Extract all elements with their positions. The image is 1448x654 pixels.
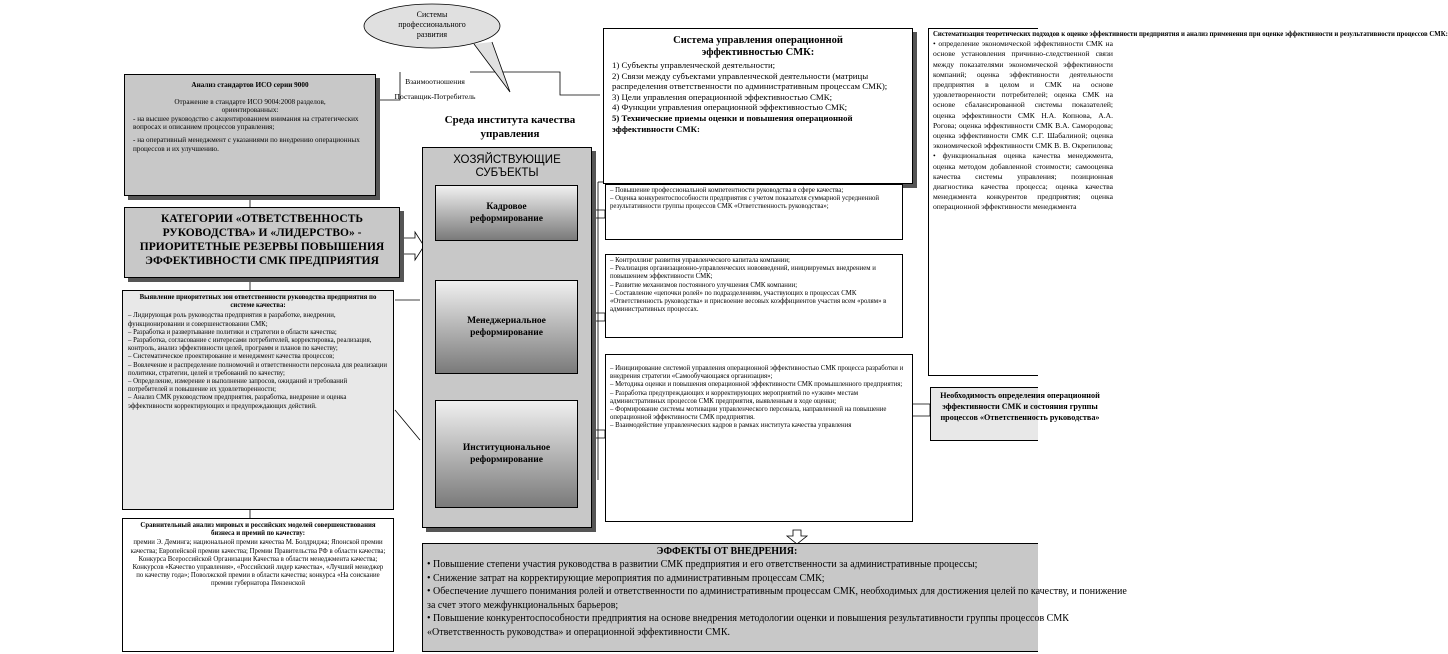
ops-title: Система управления операционной эффективностью СМК: xyxy=(673,35,843,58)
block-institutional-label: Институциональное реформирование xyxy=(462,443,551,465)
ops-item: 3) Цели управления операционной эффективностью СМК; xyxy=(612,91,833,102)
relation-label xyxy=(380,78,490,101)
block-institutional xyxy=(435,400,578,508)
technique-item: – Оценка конкурентоспособности предприятия с учетом показателя суммарной усредненной результативности группы процессов СМК «Ответственность руководства»; xyxy=(610,195,880,211)
relation-line1: Взаимоотношения xyxy=(405,77,465,86)
iso-item: - на оперативный менеджмент с указаниями по внедрению операционных процессов и их улучшению. xyxy=(133,135,360,153)
environment-title: Среда института качества управления xyxy=(444,114,576,140)
systematization-box xyxy=(928,28,1448,376)
technique-list-1-items xyxy=(610,187,898,212)
technique-item: – Развитие механизмов постоянного улучшения СМК компании; xyxy=(610,281,798,289)
priority-item: – Определение, измерение и выполнение запросов, ожиданий и требований потребителей и повышение их удовлетворенности; xyxy=(128,378,348,394)
iso-item: - на высшее руководство с акцентированием внимания на стратегических вопросах и описанием процессов управления; xyxy=(133,114,359,132)
priority-item: – Вовлечение и распределение полномочий и ответственности персонала для реализации политики, стратегии, целей и требований по качеству; xyxy=(128,361,387,377)
ops-item: 2) Связи между субъектами управленческой деятельности (матрицы распределения ответственности по административным процессам СМК); xyxy=(612,70,888,92)
iso-list xyxy=(133,115,367,153)
block-managerial-label: Менеджериальное реформирование xyxy=(467,316,546,338)
technique-item: – Составление «цепочки ролей» по подразделениям, участвующих в процессах СМК «Ответственность руководства» и присвоение весовых коэффициентов участия всем «ролям» в административных процессах. xyxy=(610,289,887,314)
technique-list-1 xyxy=(605,184,903,240)
block-personnel xyxy=(435,185,578,241)
priority-item: – Лидирующая роль руководства предприятия в разработке, внедрении, функционировании и совершенствовании СМК; xyxy=(128,312,336,328)
comparative-title: Сравнительный анализ мировых и российских моделей совершенствования бизнеса и премий по качеству: xyxy=(140,522,376,538)
effects-item: • Повышение конкурентоспособности предприятия на основе внедрения методологии оценки и повышения результативности группы процессов СМК «Ответственность руководства» и операционной эффективности СМК. xyxy=(427,613,1069,638)
effects-list xyxy=(427,558,1127,640)
ops-item: 5) Технические приемы оценки и повышения операционной эффективности СМК: xyxy=(612,112,853,134)
iso-analysis-box xyxy=(124,74,376,196)
technique-item: – Реализация организационно-управленческих нововведений, инициируемых внедрением и повышением эффективности СМК; xyxy=(610,265,876,281)
technique-list-3 xyxy=(605,354,913,522)
necessity-text: Необходимость определения операционной эффективности СМК и состояния группы процессов «Ответственность руководства» xyxy=(940,391,1100,422)
ops-list xyxy=(612,60,904,134)
priority-item: – Разработка, согласование с интересами потребителей, корректировка, реализация, контроль, анализ эффективности целей, программ и планов по качеству; xyxy=(128,337,372,353)
ops-item: 1) Субъекты управленческой деятельности; xyxy=(612,60,776,70)
technique-item: – Контроллинг развития управленческого капитала компании; xyxy=(610,257,790,264)
relation-line2: Поставщик-Потребитель xyxy=(394,91,476,101)
block-managerial xyxy=(435,280,578,374)
technique-item: – Инициирование системой управления операционной эффективностью СМК процесса разработки и внедрения стратегии «Самообучающаяся организация»; xyxy=(610,365,904,381)
systematization-item: • определение экономической эффективности СМК на основе установления причинно-следственной связи между показателями экономической эффективности компаний; оценка эффективности деятельности предприятия в целом и СМК на основе удовлетворенности потребителей; оценка СМК на основе сбалансированной системы показателей; оценка эффективности СМК Н.А. Копнова, А.А. Рогова; оценка эффективности СМК В.А. Самородова; оценка эффективности СМК С.Г. Шабалиной; оценка экономической эффективности СМК В. В. Окрепилова; xyxy=(933,39,1113,151)
effects-item: • Обеспечение лучшего понимания ролей и ответственности по административным процессам СМК, необходимых для достижения целей по качеству, и понижение за счет этого межфункциональных барьеров; xyxy=(427,586,1127,611)
priority-item: – Систематическое проектирование и менеджмент качества процессов; xyxy=(128,353,335,361)
technique-list-3-items xyxy=(610,365,908,431)
block-personnel-label: Кадровое реформирование xyxy=(470,202,543,224)
effects-item: • Повышение степени участия руководства в развитии СМК предприятия и его ответственности за административные процессы; xyxy=(427,559,978,570)
ops-system-box xyxy=(603,28,913,184)
technique-item: – Формирование системы мотивации управленческого персонала, направленной на повышение операционной эффективности СМК предприятия. xyxy=(610,406,887,422)
technique-item: – Взаимодействие управленческих кадров в рамках института качества управления xyxy=(610,422,852,430)
iso-title: Анализ стандартов ИСО серии 9000 xyxy=(191,81,309,89)
technique-item: – Повышение профессиональной компетентности руководства в сфере качества; xyxy=(610,187,844,194)
necessity-box xyxy=(930,387,1100,441)
comparative-text: премии Э. Деминга; национальной премии качества М. Болдриджа; Японской премии качества; Европейской премии качества; Премии Правительства РФ в области качества; Конкурса Всероссийской Организации Качества в области менеджмента качества; Конкурсов «Качество управления», «Российский лидер качества», «Лучший менеджер по качеству года»; Поволжской премии в области качества; конкурса «На соискание премии губернатора Пензенской xyxy=(130,539,386,588)
technique-item: – Разработка предупреждающих и корректирующих мероприятий по «узким» местам административных процессов СМК предприятия, выявленным в ходе оценки; xyxy=(610,389,859,405)
iso-subtitle: Отражение в стандарте ИСО 9004:2008 разделов, ориентированных: xyxy=(174,97,326,115)
systematization-title: Систематизация теоретических подходов к оценке эффективности предприятия и анализ применения при оценке эффективности и результативности процессов СМК: xyxy=(933,31,1448,38)
technique-list-2-items xyxy=(610,257,898,314)
effects-box xyxy=(422,543,1127,652)
subjects-title: ХОЗЯЙСТВУЮЩИЕ СУБЪЕКТЫ xyxy=(453,154,561,179)
systematization-item: • функциональная оценка качества менеджмента, оценка методом добавленной стоимости; самооценка качества системы управления; позиционная диагностика качества процесса; оценка качества менеджмента конкурентов предприятия; оценка операционной эффективности менеджмента xyxy=(933,151,1113,212)
categories-box xyxy=(124,207,400,278)
effects-title: ЭФФЕКТЫ ОТ ВНЕДРЕНИЯ: xyxy=(656,546,798,557)
systematization-list xyxy=(933,39,1113,212)
priority-item: – Разработка и развертывание политики и стратегии в области качества; xyxy=(128,328,337,336)
technique-item: – Методика оценки и повышения операционной эффективности СМК промышленного предприятия; xyxy=(610,381,903,389)
priority-title: Выявление приоритетных зон ответственности руководства предприятия по системе качества: xyxy=(139,294,377,310)
priority-zones-box xyxy=(122,290,394,510)
priority-list xyxy=(128,312,388,410)
effects-item: • Снижение затрат на корректирующие мероприятия по административным процессам СМК; xyxy=(427,572,825,584)
priority-item: – Анализ СМК руководством предприятия, разработка, внедрение и оценка эффективности корректирующих и предупреждающих действий. xyxy=(128,394,347,410)
categories-text: КАТЕГОРИИ «ОТВЕТСТВЕННОСТЬ РУКОВОДСТВА» И «ЛИДЕРСТВО» - ПРИОРИТЕТНЫЕ РЕЗЕРВЫ ПОВЫШЕНИЯ ЭФФЕКТИВНОСТИ СМК ПРЕДПРИЯТИЯ xyxy=(139,213,385,267)
technique-list-2 xyxy=(605,254,903,338)
comparative-analysis-box xyxy=(122,518,394,652)
ops-item: 4) Функции управления операционной эффективностью СМК; xyxy=(612,102,848,113)
bubble-text: Системы профессионального развития xyxy=(398,10,466,39)
